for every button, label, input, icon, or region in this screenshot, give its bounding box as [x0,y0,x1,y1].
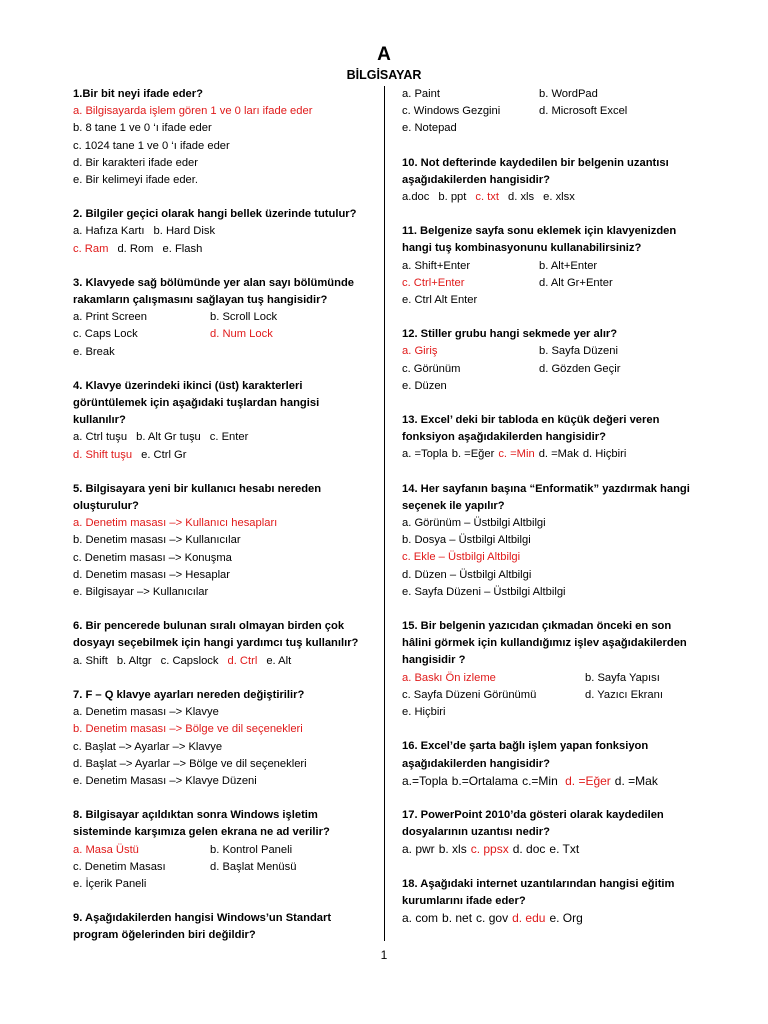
question-text: 3. Klavyede sağ bölümünde yer alan sayı bölümünde rakamların çalışmasını sağlayan tuş hangisidir? [73,276,355,307]
answer-option: d. Num Lock [210,328,273,341]
answer-option: c. Sayfa Düzeni Görünümü [402,688,537,701]
answer-option: b. Hard Disk [153,225,216,238]
answer-option: b. Denetim masası –> Bölge ve dil seçenekleri [73,723,303,736]
question-block [402,807,702,859]
question-text: 18. Aşağıdaki internet uzantılarından hangisi eğitim kurumlarını ifade eder? [402,877,675,907]
answer-grid [73,309,373,361]
answer-option: c. ppsx [470,842,509,857]
question-text: 12. Stiller grubu hangi sekmede yer alır? [402,328,618,341]
answer-option: c. Enter [209,431,249,444]
answer-option: d. =Eğer [561,773,611,788]
answer-option: b. Scroll Lock [210,311,278,324]
answer-option: e. xlsx [543,191,575,204]
answer-option: e. Bilgisayar –> Kullanıcılar [73,586,209,599]
answer-option: d. Yazıcı Ekranı [585,688,663,701]
answer-row [402,446,702,463]
answer-option: e. Bir kelimeyi ifade eder. [73,174,198,187]
question-text: 17. PowerPoint 2010’da gösteri olarak kaydedilen dosyalarının uzantısı nedir? [402,808,664,839]
answer-option: e. Notepad [402,122,457,135]
question-text: 6. Bir pencerede bulunan sıralı olmayan birden çok dosyayı seçebilmek için hangi yardımcı tuş kullanılır? [73,620,359,650]
page-number: 1 [380,948,388,962]
page-heading: BİLGİSAYAR [346,68,422,82]
answer-option: c. Başlat –> Ayarlar –> Klavye [73,740,223,753]
answer-option: d. doc [512,842,546,857]
answer-option: c.=Min [522,773,558,788]
question-text: 8. Bilgisayar açıldıktan sonra Windows işletim sisteminde karşımıza gelen ekrana ne ad verilir? [73,809,330,839]
answer-option: b. net [442,910,473,925]
answer-row [402,910,702,927]
answer-option: a. Paint [402,88,440,100]
answer-option: e. Hiçbiri [402,706,446,719]
question-text: 10. Not defterinde kaydedilen bir belgenin uzantısı aşağıdakilerden hangisidir? [402,156,669,186]
question-block [402,223,702,309]
answer-option: b. Sayfa Düzeni [539,345,618,358]
answer-option: b. Sayfa Yapısı [585,671,660,684]
answer-option: b. =Eğer [451,448,495,461]
answer-option: b. 8 tane 1 ve 0 ‘ı ifade eder [73,122,212,135]
answer-option: b.=Ortalama [451,773,519,788]
answer-option: d. Alt Gr+Enter [539,276,613,289]
answer-option: c. txt [475,191,499,204]
answer-option: a. Denetim masası –> Klavye [73,706,219,719]
answer-grid [402,670,702,722]
answer-option: a. Giriş [402,345,438,358]
answer-option: b. ppt [438,191,467,204]
answer-option: d. Denetim masası –> Hesaplar [73,568,231,581]
answer-option: a. Shift+Enter [402,259,471,272]
answer-option: d. edu [512,910,546,925]
answer-option: c. Görünüm [402,362,461,375]
answer-option: a. pwr [402,842,435,857]
question-block [73,206,373,258]
answer-option: b. Dosya – Üstbilgi Altbilgi [402,534,531,547]
question-block [73,910,373,944]
answer-option: d. =Mak [614,773,658,788]
answer-option: e. Ctrl Alt Enter [402,294,478,307]
answer-option: a. Görünüm – Üstbilgi Altbilgi [402,517,546,530]
answer-option: d. Düzen – Üstbilgi Altbilgi [402,568,532,581]
answer-option: c. Windows Gezgini [402,105,501,118]
answer-option: b. Altgr [116,654,152,667]
answer-row [402,841,702,858]
answer-option: a. Hafıza Kartı [73,225,145,238]
answer-option: c. Ram [73,242,109,255]
answer-option: b. Alt Gr tuşu [136,431,201,444]
answer-grid [402,343,702,395]
answer-option: a. Shift [73,654,108,667]
answer-option: a. Print Screen [73,311,147,324]
answer-option: c. =Min [498,448,535,461]
answer-option: c. gov [476,910,509,925]
answer-option: c. Capslock [160,654,219,667]
page-letter: A [377,44,391,65]
answer-option: d. Başlat Menüsü [210,860,297,873]
answer-option: a. Masa Üstü [73,843,139,856]
answer-option: c. Ekle – Üstbilgi Altbilgi [402,551,521,564]
answer-option: d. Gözden Geçir [539,362,621,375]
answer-option: a. Denetim masası –> Kullanıcı hesapları [73,517,278,530]
answer-option: d. Shift tuşu [73,448,133,461]
answer-option: d. Rom [117,242,154,255]
question-block [402,876,702,928]
question-block [73,86,373,189]
question-block [402,155,702,207]
answer-option: c. Denetim masası –> Konuşma [73,551,232,564]
answer-option: e. Flash [162,242,203,255]
answer-option: e. Txt [549,842,580,857]
answer-option: e. Break [73,345,115,358]
answer-option: e. İçerik Paneli [73,877,147,890]
question-text: 4. Klavye üzerindeki ikinci (üst) karakterleri görüntülemek için aşağıdaki tuşlardan hangisi kullanılır? [73,379,320,427]
answer-option: d. Hiçbiri [582,448,627,461]
question-text: 9. Aşağıdakilerden hangisi Windows’un Standart program öğelerinden biri değildir? [73,912,332,942]
answer-row [402,189,702,206]
answer-row [73,429,373,446]
question-text: 5. Bilgisayara yeni bir kullanıcı hesabı nereden oluşturulur? [73,482,322,513]
question-text: 2. Bilgiler geçici olarak hangi bellek üzerinde tutulur? [73,208,357,221]
answer-option: a. Baskı Ön izleme [402,671,496,684]
question-block [73,481,373,601]
question-block [73,618,373,670]
question-text: 16. Excel’de şarta bağlı işlem yapan fonksiyon aşağıdakilerden hangisidir? [402,740,649,770]
answer-option: c. Ctrl+Enter [402,276,465,289]
answer-option: a. Bilgisayarda işlem gören 1 ve 0 ları ifade eder [73,105,313,118]
answer-option: e. Org [549,910,583,925]
answer-option: c. 1024 tane 1 ve 0 ‘ı ifade eder [73,139,230,152]
question-text: 13. Excel’ deki bir tabloda en küçük değeri veren fonksiyon aşağıdakilerden hangisidir? [402,414,660,444]
column-divider [384,86,385,941]
answer-option: e. Ctrl Gr [141,448,187,461]
question-text: 14. Her sayfanın başına “Enformatik” yazdırmak hangi seçenek ile yapılır? [402,482,690,512]
answer-grid [402,86,702,138]
question-block [402,326,702,395]
question-block [402,412,702,464]
answer-option: b. Kontrol Paneli [210,843,293,856]
answer-option: d. Bir karakteri ifade eder [73,156,198,169]
answer-option: b. xls [438,842,467,857]
answer-option: d. =Mak [538,448,579,461]
answer-option: a. =Topla [402,448,448,461]
answer-row [73,447,373,464]
question-block [73,275,373,361]
answer-option: c. Denetim Masası [73,860,166,873]
answer-option: a.doc [402,191,430,204]
answer-grid [73,842,373,894]
answer-option: d. Başlat –> Ayarlar –> Bölge ve dil seçenekleri [73,757,307,770]
answer-option: d. Microsoft Excel [539,105,628,118]
question-text: 15. Bir belgenin yazıcıdan çıkmadan önceki en son hâlini görmek için kullandığımız işlev aşağıdakilerden hangisidir ? [402,620,687,667]
answer-option: d. xls [508,191,535,204]
answer-option: b. Alt+Enter [539,259,598,272]
answer-option: a. Ctrl tuşu [73,431,128,444]
answer-option: e. Denetim Masası –> Klavye Düzeni [73,774,257,787]
question-text: 1.Bir bit neyi ifade eder? [73,88,203,100]
left-column [73,86,373,945]
question-block [73,687,373,790]
answer-option: c. Caps Lock [73,328,138,341]
answer-row [402,773,702,790]
question-block [402,86,702,138]
answer-option: b. Denetim masası –> Kullanıcılar [73,534,241,547]
question-text: 7. F – Q klavye ayarları nereden değiştirilir? [73,688,305,701]
answer-grid [402,258,702,310]
answer-option: a.=Topla [402,773,448,788]
answer-option: e. Alt [266,654,292,667]
right-column [402,86,702,944]
question-block [73,807,373,893]
answer-row [73,223,373,240]
answer-option: a. com [402,910,439,925]
question-block [402,481,702,601]
answer-option: e. Düzen [402,379,447,392]
question-block [73,378,373,464]
question-block [402,618,702,721]
answer-row [73,241,373,258]
answer-option: d. Ctrl [227,654,258,667]
answer-row [73,653,373,670]
question-text: 11. Belgenize sayfa sonu eklemek için klavyenizden hangi tuş kombinasyonunu kullanabilirsiniz? [402,225,677,255]
answer-option: b. WordPad [539,88,598,100]
question-block [402,738,702,790]
answer-option: e. Sayfa Düzeni – Üstbilgi Altbilgi [402,585,566,598]
